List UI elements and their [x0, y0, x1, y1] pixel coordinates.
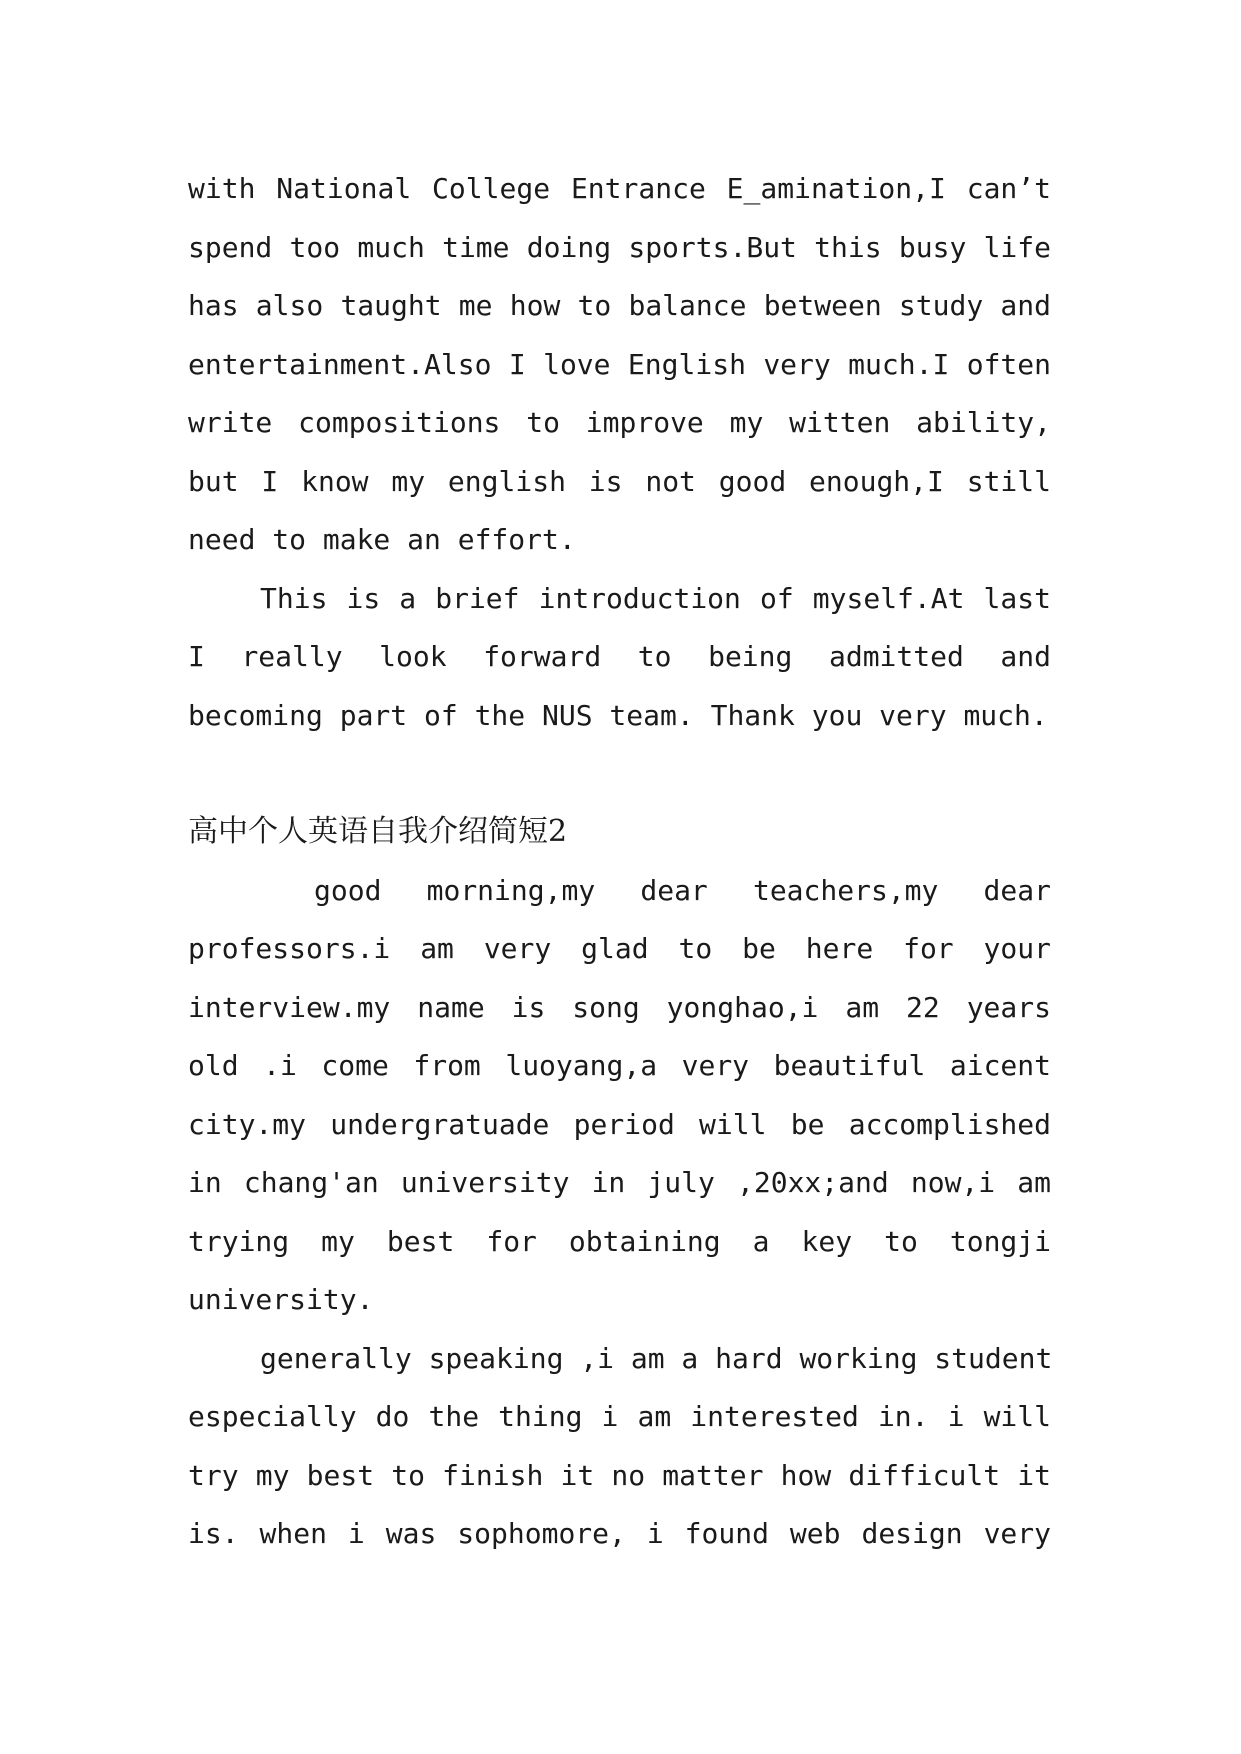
text-line: try my best to finish it no matter how difficult it	[188, 1458, 1051, 1492]
paragraph-closing	[188, 570, 1051, 746]
text-line: trying my best for obtaining a key to tongji	[188, 1224, 1051, 1258]
text-line: but I know my english is not good enough,I still	[188, 464, 1051, 498]
text-line: interview.my name is song yonghao,i am 22 years	[188, 990, 1051, 1024]
section-spacer	[188, 745, 1051, 803]
text-line: university.	[188, 1283, 374, 1316]
section-heading: 高中个人英语自我介绍简短2	[188, 814, 568, 849]
document-page	[188, 160, 1051, 1564]
paragraph-continuation	[188, 160, 1051, 570]
paragraph-character	[188, 1330, 1051, 1564]
text-line: This is a brief introduction of myself.At last	[260, 581, 1051, 615]
text-line: generally speaking ,i am a hard working student	[260, 1341, 1053, 1375]
text-line: entertainment.Also I love English very much.I often	[188, 347, 1051, 381]
text-line: in chang'an university in july ,20xx;and now,i am	[188, 1166, 1051, 1199]
text-line: old .i come from luoyang,a very beautiful aicent	[188, 1049, 1051, 1082]
text-line: city.my undergratuade period will be accomplished	[188, 1107, 1051, 1141]
text-line: has also taught me how to balance between study and	[188, 289, 1051, 322]
paragraph-greeting	[188, 862, 1051, 1330]
text-line: is. when i was sophomore, i found web design very	[188, 1517, 1051, 1550]
text-line: with National College Entrance E_amination,I can’t	[188, 172, 1051, 205]
text-line: I really look forward to being admitted and	[188, 640, 1051, 673]
text-line: professors.i am very glad to be here for your	[188, 932, 1051, 965]
text-line: need to make an effort.	[188, 523, 576, 556]
text-line: spend too much time doing sports.But this busy life	[188, 230, 1051, 264]
text-line: write compositions to improve my witten ability,	[188, 406, 1051, 439]
text-line: good morning,my dear teachers,my dear	[314, 873, 1051, 907]
text-line: becoming part of the NUS team. Thank you very much.	[188, 698, 1048, 732]
text-line: especially do the thing i am interested in. i will	[188, 1400, 1051, 1433]
